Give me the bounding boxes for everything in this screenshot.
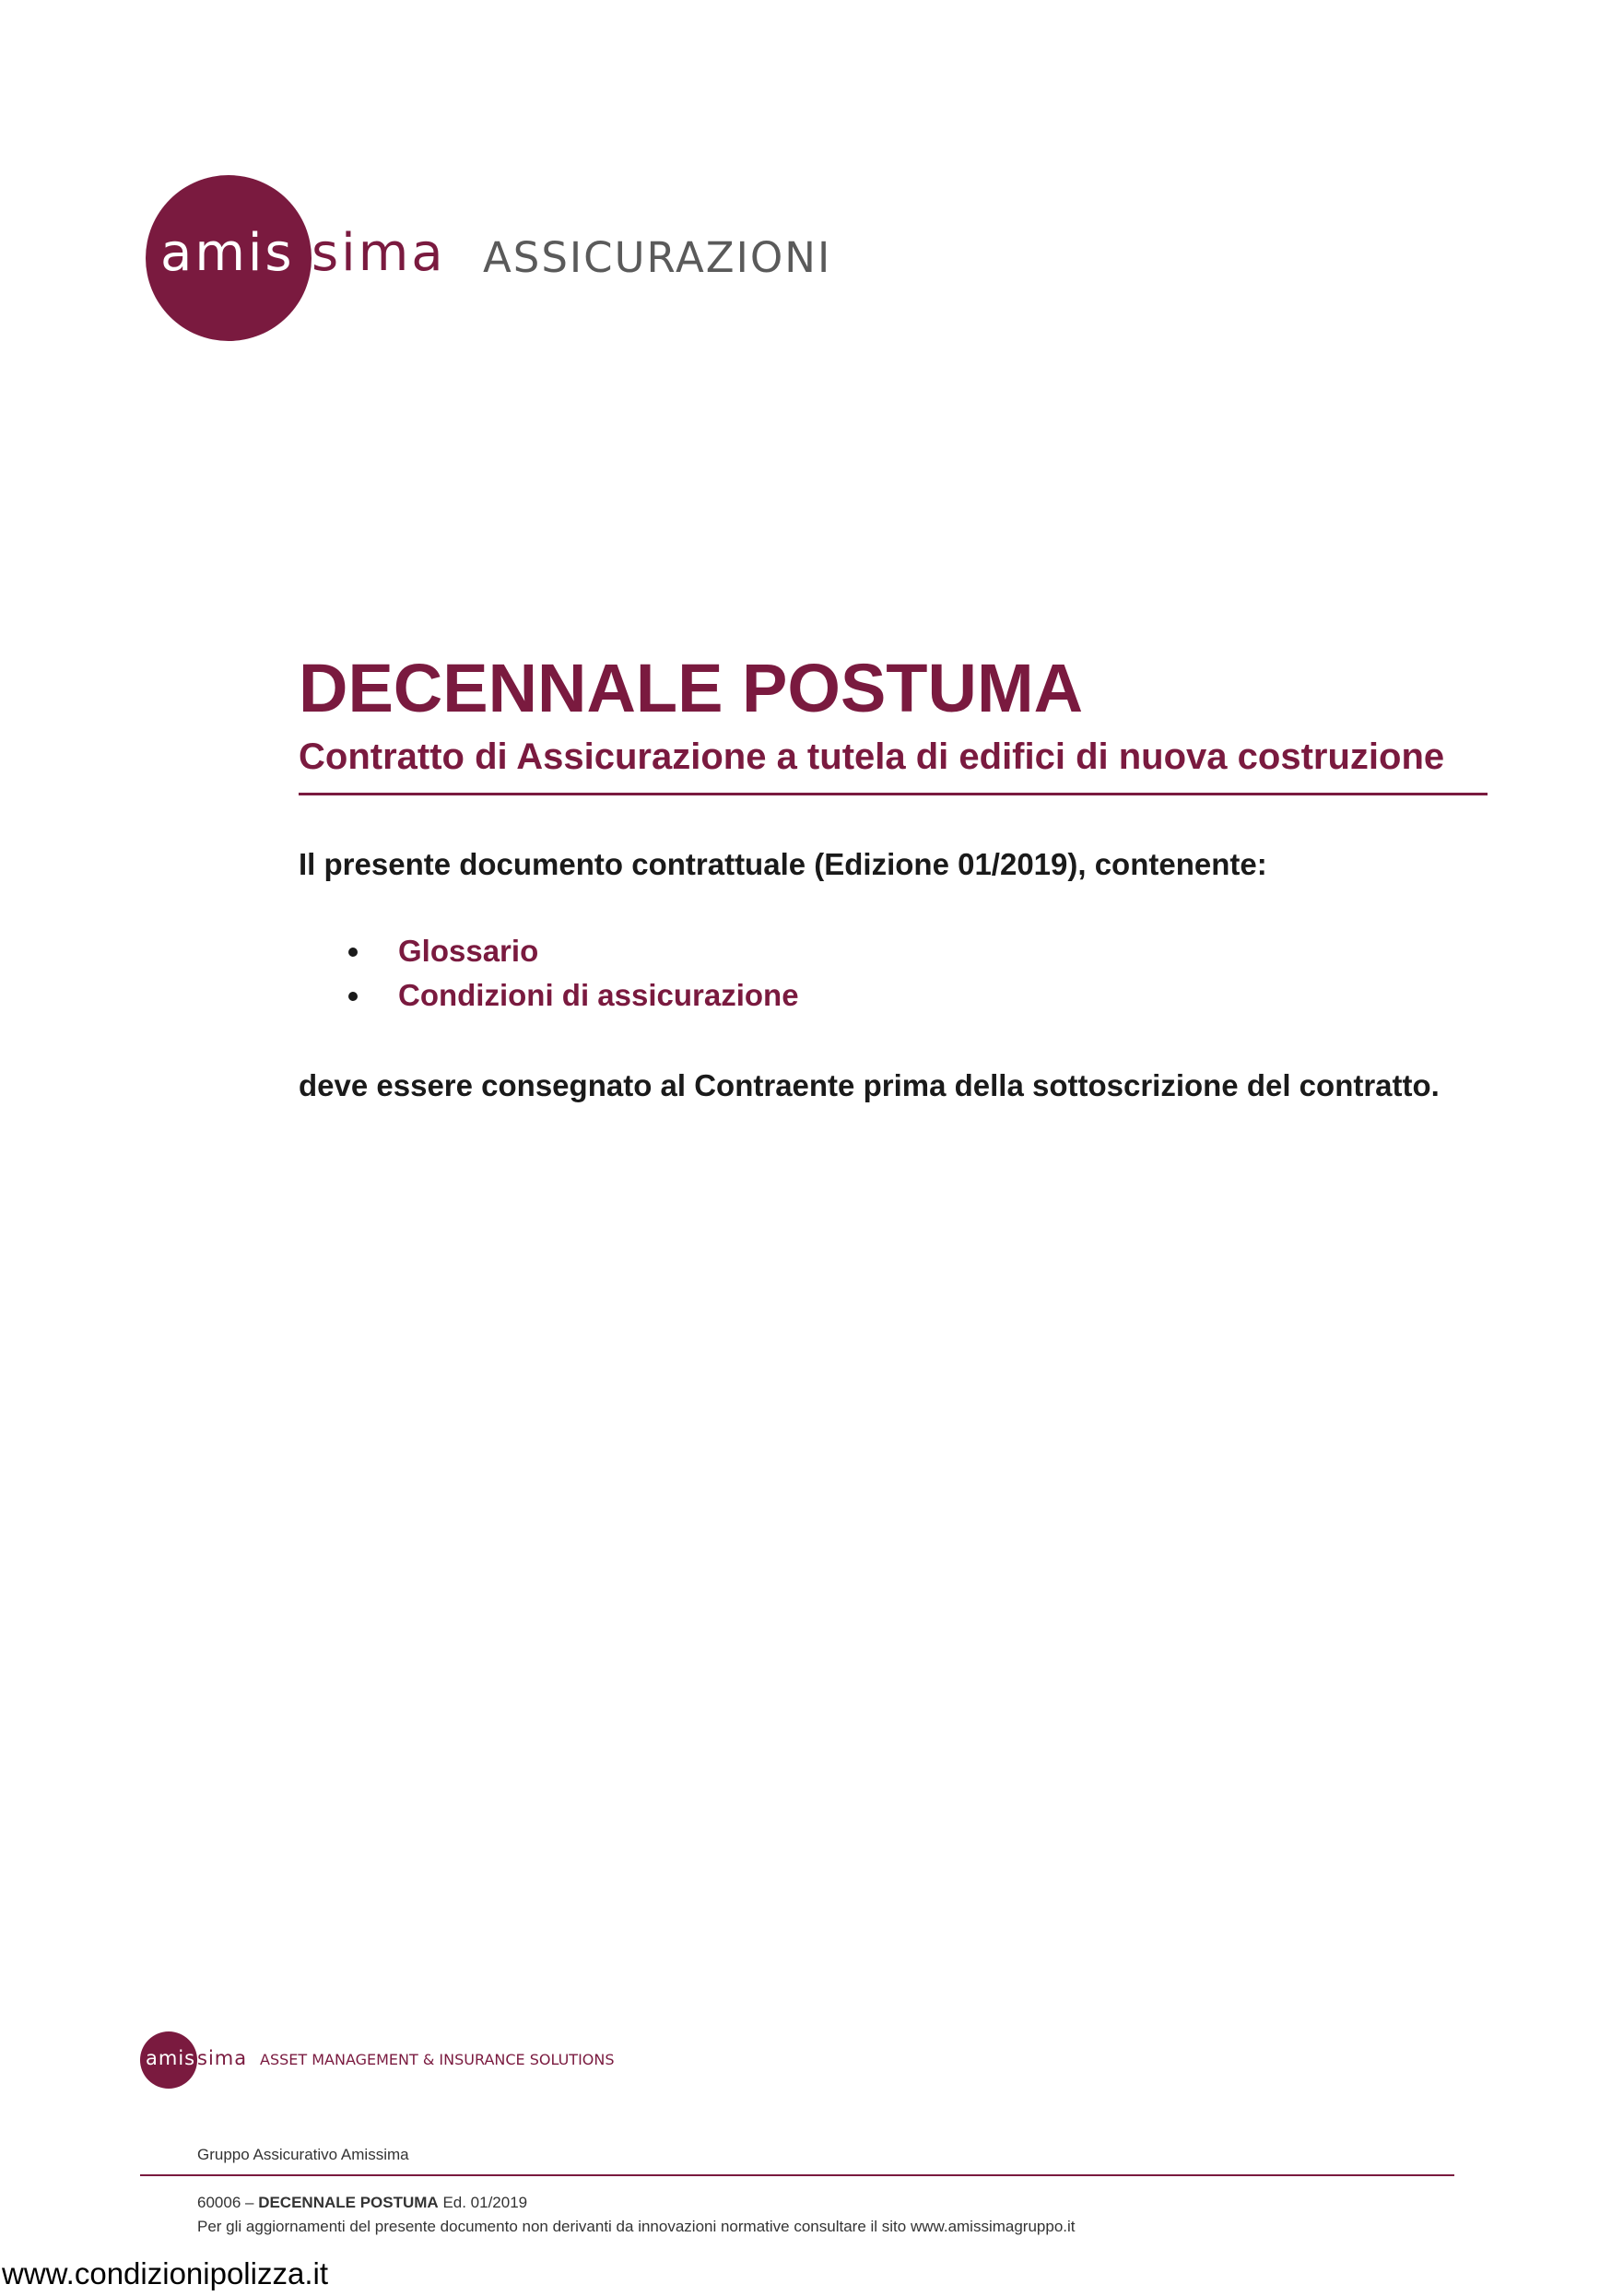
intro-paragraph: Il presente documento contrattuale (Edizione 01/2019), contenente:: [299, 847, 1267, 881]
list-item-label: Glossario: [398, 934, 539, 968]
logo-tagline: ASSICURAZIONI: [483, 233, 832, 282]
footer-logo: [140, 2031, 693, 2089]
logo-wordmark-part-b: sima: [312, 223, 446, 283]
edition-line: [197, 2192, 527, 2214]
footer-product-name: DECENNALE POSTUMA: [258, 2194, 439, 2211]
footer-logo-tagline: ASSET MANAGEMENT & INSURANCE SOLUTIONS: [260, 2051, 615, 2068]
group-name: Gruppo Assicurativo Amissima: [197, 2146, 409, 2163]
title-divider: [299, 793, 1488, 795]
closing-paragraph: deve essere consegnato al Contraente prima della sottoscrizione del contratto.: [299, 1068, 1440, 1102]
document-code: 60006 –: [197, 2194, 254, 2211]
site-watermark: www.condizionipolizza.it: [2, 2256, 328, 2290]
document-title: DECENNALE POSTUMA: [299, 650, 1084, 726]
edition-label: Ed. 01/2019: [442, 2194, 528, 2211]
bullet-icon: [348, 948, 358, 957]
logo-wordmark-part-a: amis: [160, 223, 295, 283]
footer-logo-wordmark-part-b: sima: [197, 2047, 248, 2069]
list-item-label: Condizioni di assicurazione: [398, 978, 799, 1012]
update-note: Per gli aggiornamenti del presente documento non derivanti da innovazioni normative consultare il sito www.amissimagruppo.it: [197, 2218, 1076, 2235]
bullet-icon: [348, 992, 358, 1001]
document-subtitle: Contratto di Assicurazione a tutela di edifici di nuova costruzione: [299, 736, 1445, 777]
company-logo: [146, 175, 846, 341]
footer-logo-wordmark-part-a: amis: [146, 2047, 196, 2069]
footer-divider: [140, 2174, 1454, 2176]
